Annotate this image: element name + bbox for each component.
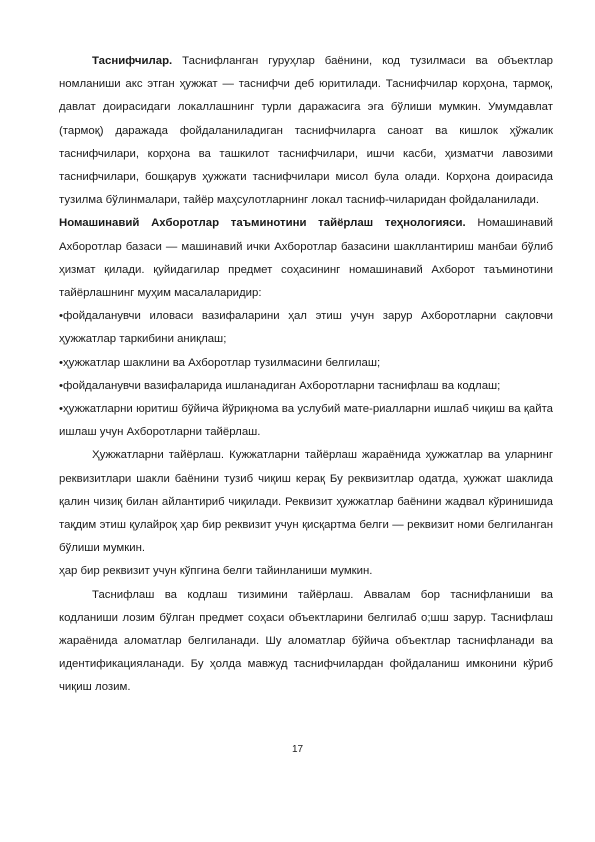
paragraph-document-preparation: Ҳужжатларни тайёрлаш. Кужжатларни тайёрлаш жараёнида ҳужжатлар ва уларнинг реквизитлари шакли баёнини тузиб чиқиш керақ Бу реквизитлар одатда, ҳужжат шаклида қалин чизиқ билан айлантириб чиқилади. Реквизит ҳужжатлар баёнини жадвал кўринишида тақдим этиш қулайроқ ҳар бир реквизит учун қисқартма белги — реквизит номи белгиланган бўлиши мумкин.: [59, 449, 553, 555]
paragraph-requisite-note: ҳар бир реквизит учун кўпгина белги тайинланиши мумкин.: [59, 565, 373, 578]
paragraph-classification-coding: Таснифлаш ва кодлаш тизимини тайёрлаш. Аввалам бор таснифланиши ва кодланиши лозим бўлган предмет соҳаси объектларини белгилаб о;шш зарур. Таснифлаш жараёнида аломатлар белгиланади. Шу аломатлар бўйича объектлар таснифланади ва идентификацияланади. Бу ҳолда мавжуд таснифчилардан фойдаланиш имконини кўриб чиқиш лозим.: [59, 588, 553, 694]
document-body: [59, 50, 553, 700]
list-item: •ҳужжатларни юритиш бўйича йўриқнома ва услубий мате-риалларни ишлаб чиқиш ва қайта ишлаш учун Ахборотларни тайёрлаш.: [59, 403, 553, 439]
paragraph-classifiers: [59, 50, 553, 212]
list-item: •ҳужжатлар шаклини ва Ахборотлар тузилмасини белгилаш;: [59, 356, 381, 369]
term-classifiers: Таснифчилар.: [92, 55, 173, 67]
paragraph-nonmachine-tech-text: Номашинавий Ахборотлар базаси — машинавий ички Ахборотлар базасини шакллантириш манбаи бўлиб ҳизмат қилади. қуйидагилар предмет соҳасининг номашинавий Ахборот таъминотини тайёрлашнинг муҳим масалаларидир:: [59, 217, 553, 300]
list-item: •фойдаланувчи иловаси вазифаларини ҳал этиш учун зарур Ахборотларни сақловчи ҳужжатлар таркибини аниқлаш;: [59, 310, 553, 346]
paragraph-nonmachine-tech: [59, 212, 553, 305]
paragraph-classifiers-text: Таснифланган гуруҳлар баёнини, код тузилмаси ва объектлар номланиши акс этган ҳужжат — таснифчи деб юритилади. Таснифчилар корҳона, тармоқ, давлат доирасидаги локаллашнинг турли даражасига эга бўлиши мумкин. Умумдавлат (тармоқ) даражада фойдаланиладиган таснифчиларга саноат ва кишлок ҳўжалик таснифчилари, корҳона ва ташкилот таснифчилари, ишчи касби, ҳизматчи лавозими таснифчилари, бошқарув ҳужжати таснифчилари мисол була олади. Корҳона доирасида тузилма бўлинмалари, тайёр маҳсулотларнинг локал тасниф-чиларидан фойдаланилади.: [59, 55, 553, 207]
list-item: •фойдаланувчи вазифаларида ишланадиган Ахборотларни таснифлаш ва кодлаш;: [59, 379, 501, 392]
page-number: 17: [291, 744, 304, 755]
term-nonmachine-tech: Номашинавий Ахборотлар таъминотини тайёрлаш теҳнологияси.: [59, 217, 466, 230]
